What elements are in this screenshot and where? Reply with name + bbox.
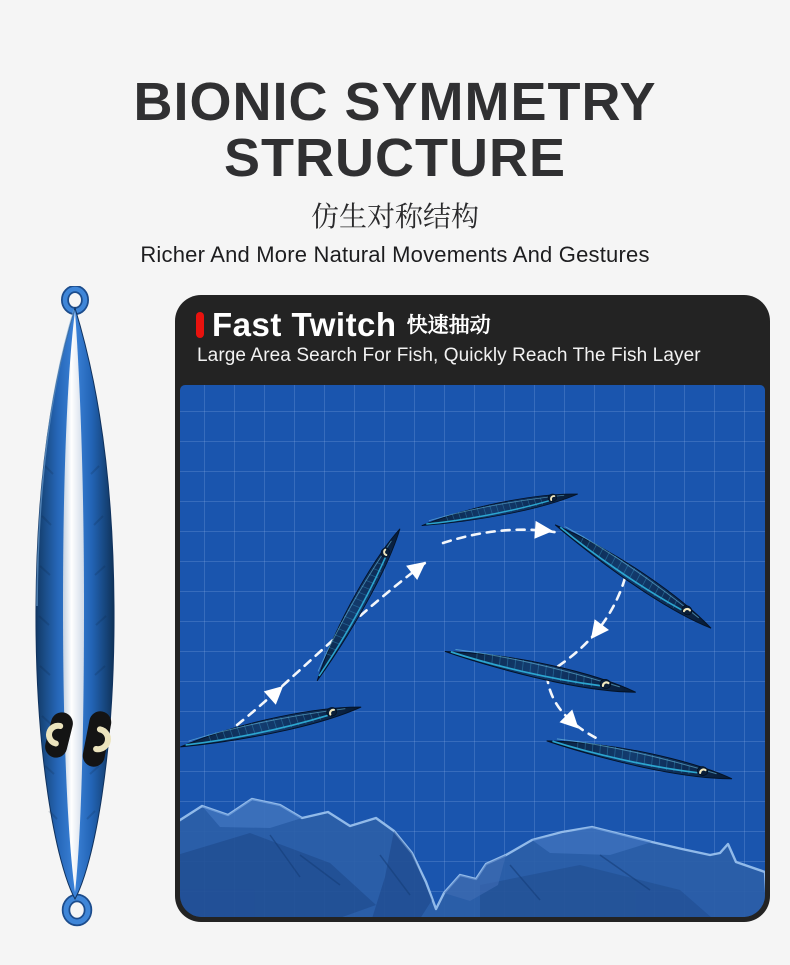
- motion-arrow-path: [557, 578, 625, 667]
- swimming-lure: [420, 489, 579, 529]
- page-title-line2: STRUCTURE: [224, 128, 566, 189]
- swimming-lure: [553, 516, 715, 636]
- seabed-rocks: [180, 799, 765, 917]
- water-svg: [180, 385, 765, 917]
- tagline: Richer And More Natural Movements And Gestures: [140, 242, 650, 268]
- feature-description: Large Area Search For Fish, Quickly Reach The Fish Layer: [197, 345, 701, 366]
- feature-panel: [175, 295, 770, 922]
- swimming-lure: [180, 701, 363, 751]
- red-accent-bar: [196, 312, 204, 338]
- header: [0, 74, 790, 268]
- arrows-layer: [237, 521, 625, 740]
- feature-title-chinese: 快速抽动: [406, 314, 491, 337]
- underwater-diagram: [180, 385, 765, 917]
- feature-title: Fast Twitch: [212, 306, 397, 343]
- swimming-lure: [546, 730, 734, 787]
- product-photo-jig-lure: [25, 286, 125, 932]
- lures-layer: [180, 489, 733, 787]
- bottom-eyelet-ring: [66, 898, 88, 922]
- swimming-lure: [308, 526, 407, 683]
- jig-lure-image: [25, 286, 125, 932]
- motion-arrow-head: [534, 521, 553, 540]
- page-title-chinese: 仿生对称结构: [310, 201, 479, 233]
- motion-arrow-head: [560, 710, 585, 735]
- swimming-lure: [444, 640, 637, 701]
- page-title-line1: BIONIC SYMMETRY: [133, 72, 657, 132]
- motion-arrow-head: [584, 619, 609, 644]
- feature-header: [196, 308, 491, 341]
